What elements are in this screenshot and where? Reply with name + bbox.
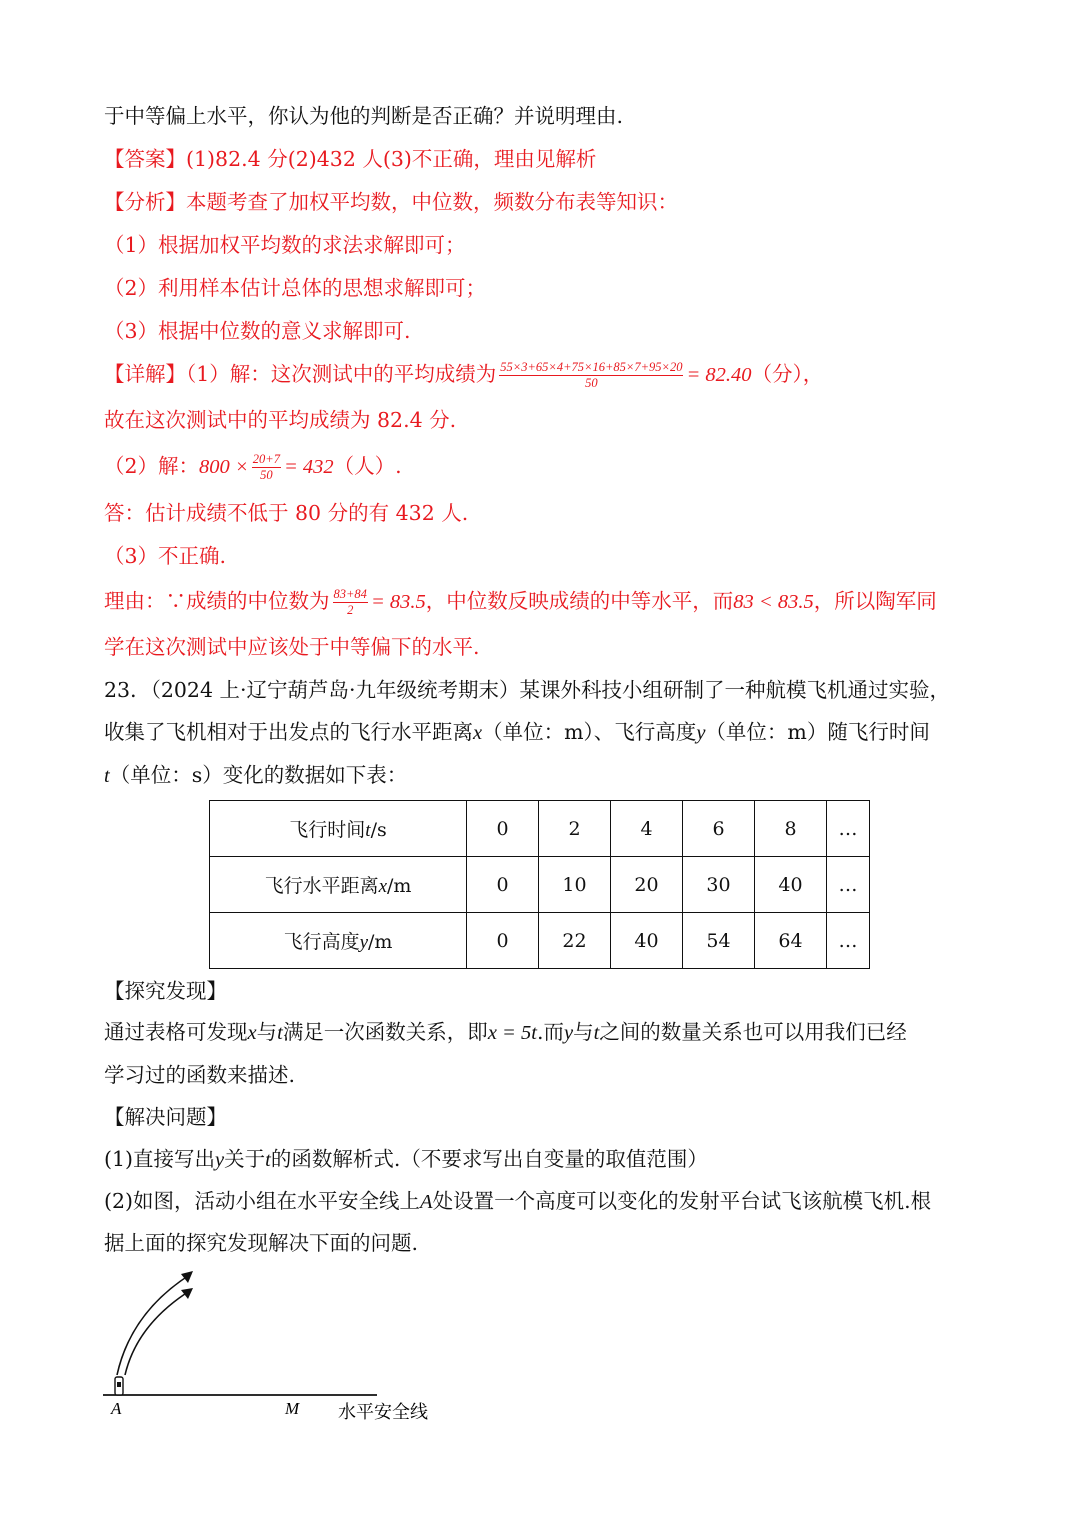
flight-path-outer [117, 1274, 191, 1375]
body-text: 关于 [224, 1147, 266, 1171]
arrow-head-icon [181, 1288, 193, 1299]
detail-line-1 [104, 360, 823, 388]
detail-text: 故在这次测试中的平均成绩为 82.4 分. [104, 408, 457, 432]
label-m: M [285, 1399, 300, 1418]
variable-y: y [563, 1022, 574, 1044]
body-text: 的函数解析式.（不要求写出自变量的取值范围） [270, 1147, 708, 1171]
table-cell: 54 [683, 913, 755, 969]
reason-line-1 [104, 587, 937, 615]
variable-t: t [277, 1022, 283, 1044]
detail-text: （2）解： [104, 454, 200, 478]
platform-detail [117, 1382, 121, 1387]
body-text: 之间的数量关系也可以用我们已经 [599, 1020, 907, 1044]
body-text: 据上面的探究发现解决下面的问题. [104, 1231, 419, 1255]
inequality: 83 < 83.5 [733, 591, 814, 613]
equation-term: 800 × [199, 456, 249, 478]
detail-text: 答：估计成绩不低于 80 分的有 432 人. [104, 501, 469, 525]
question-23-line-3 [104, 761, 407, 789]
row-variable: x [378, 876, 388, 897]
fraction-denominator: 50 [260, 468, 273, 482]
analysis-item-2 [104, 274, 486, 302]
row-label: 飞行水平距离 [264, 875, 379, 897]
row-label: 飞行高度 [283, 931, 360, 953]
section-heading: 【解决问题】 [104, 1105, 227, 1129]
row-unit: /m [368, 931, 393, 953]
body-text: (1)直接写出 [104, 1147, 216, 1171]
launch-figure [95, 1262, 475, 1432]
explore-heading [104, 977, 227, 1005]
detail-line-2 [104, 452, 402, 480]
question-text: （单位：m）、飞行高度 [482, 720, 697, 744]
variable-t: t [593, 1022, 600, 1044]
answer-text: 【答案】(1)82.4 分(2)432 人(3)不正确，理由见解析 [104, 147, 597, 171]
body-text: 通过表格可发现 [104, 1020, 248, 1044]
fraction-numerator: 55×3+65×4+75×16+85×7+95×20 [500, 360, 683, 374]
question-text: （单位：m）随飞行时间 [705, 720, 930, 744]
row-header [210, 857, 467, 913]
table-cell: 2 [539, 801, 611, 857]
analysis-item-3 [104, 317, 411, 345]
table-cell: 6 [683, 801, 755, 857]
detail-text: （人）. [333, 454, 402, 478]
table-cell: 0 [467, 913, 539, 969]
table-cell: 30 [683, 857, 755, 913]
detail-text: （3）不正确. [104, 544, 227, 568]
explore-line-1 [104, 1018, 907, 1046]
body-text: .而 [536, 1020, 564, 1044]
detail-line-3 [104, 542, 226, 570]
variable-y: y [215, 1149, 225, 1171]
row-variable: y [359, 932, 369, 953]
table-row [210, 913, 870, 969]
body-text: 满足一次函数关系，即 [282, 1020, 488, 1044]
row-unit: /m [387, 875, 412, 897]
variable-t: t [104, 765, 110, 787]
equation-result: = 83.5 [370, 591, 426, 613]
body-text: 处设置一个高度可以变化的发射平台试飞该航模飞机.根 [432, 1189, 932, 1213]
variable-t: t [265, 1149, 271, 1171]
answer-line [104, 145, 596, 173]
detail-line-2b [104, 499, 468, 527]
question-text: 收集了飞机相对于出发点的飞行水平距离 [104, 720, 473, 744]
row-header [210, 801, 467, 857]
analysis-item-1 [104, 231, 466, 259]
body-text: 与 [573, 1020, 594, 1044]
table-cell: … [827, 801, 870, 857]
reason-text: 学在这次测试中应该处于中等偏下的水平. [104, 635, 480, 659]
fraction-numerator: 20+7 [252, 452, 280, 466]
row-variable: t [365, 820, 371, 841]
section-heading: 【探究发现】 [104, 979, 227, 1003]
variable-x: x [473, 722, 483, 744]
question-23-line-1 [104, 676, 950, 704]
point-a: A [420, 1191, 433, 1213]
reason-text: ，中位数反映成绩的中等水平，而 [425, 589, 734, 613]
detail-line-1b [104, 406, 456, 434]
table-cell: 22 [539, 913, 611, 969]
analysis-item-text: （3）根据中位数的意义求解即可. [104, 319, 411, 343]
flight-path-inner [125, 1290, 191, 1375]
table-cell: 4 [611, 801, 683, 857]
table-cell: 10 [539, 857, 611, 913]
table-cell: 0 [467, 857, 539, 913]
fraction [252, 452, 281, 483]
solve-heading [104, 1103, 227, 1131]
question-text: 23．（2024 上·辽宁葫芦岛·九年级统考期末）某课外科技小组研制了一种航模飞机通过实验， [104, 678, 951, 702]
solve-line-2 [104, 1187, 931, 1215]
equation-result: = 82.40 [686, 364, 752, 386]
explore-line-2 [104, 1061, 295, 1089]
reason-text: 理由：∵成绩的中位数为 [104, 589, 330, 613]
reason-line-2 [104, 633, 480, 661]
detail-text: 【详解】（1）解：这次测试中的平均成绩为 [104, 362, 497, 386]
reason-text: ，所以陶军同 [813, 589, 937, 613]
table-cell: 8 [755, 801, 827, 857]
body-text: 学习过的函数来描述. [104, 1063, 296, 1087]
table-cell: 20 [611, 857, 683, 913]
variable-x: x [247, 1022, 257, 1044]
table-cell: 40 [611, 913, 683, 969]
table-cell: 64 [755, 913, 827, 969]
body-text: 与 [256, 1020, 278, 1044]
analysis-item-text: （2）利用样本估计总体的思想求解即可； [104, 276, 487, 300]
problem-text: 于中等偏上水平，你认为他的判断是否正确？并说明理由. [104, 104, 624, 128]
table-cell: … [827, 913, 870, 969]
fraction-denominator: 2 [347, 603, 354, 617]
solve-line-3 [104, 1229, 418, 1257]
table-row [210, 857, 870, 913]
table-cell: 0 [467, 801, 539, 857]
body-text: (2)如图，活动小组在水平安全线上 [104, 1189, 421, 1213]
detail-text: （分）， [751, 362, 824, 386]
equation-result: = 432 [283, 456, 334, 478]
solve-line-1 [104, 1145, 708, 1173]
equation: x = 5t [487, 1022, 537, 1044]
question-23-line-2 [104, 718, 930, 746]
analysis-item-text: （1）根据加权平均数的求法求解即可； [104, 233, 466, 257]
fraction [333, 587, 368, 618]
question-text: （单位：s）变化的数据如下表： [109, 763, 408, 787]
arrow-head-icon [181, 1271, 193, 1283]
table-row [210, 801, 870, 857]
baseline-label: 水平安全线 [338, 1402, 428, 1423]
fraction-numerator: 83+84 [333, 587, 367, 601]
label-a: A [111, 1399, 122, 1418]
variable-y: y [696, 722, 706, 744]
row-unit: /s [370, 819, 387, 841]
row-header [210, 913, 467, 969]
fraction [499, 360, 683, 391]
flight-data-table [209, 800, 870, 969]
analysis-text: 【分析】本题考查了加权平均数，中位数，频数分布表等知识： [104, 190, 678, 214]
table-cell: … [827, 857, 870, 913]
analysis-line [104, 188, 678, 216]
row-label: 飞行时间 [289, 819, 366, 841]
fraction-denominator: 50 [585, 376, 598, 390]
table-cell: 40 [755, 857, 827, 913]
text-line [104, 102, 623, 130]
